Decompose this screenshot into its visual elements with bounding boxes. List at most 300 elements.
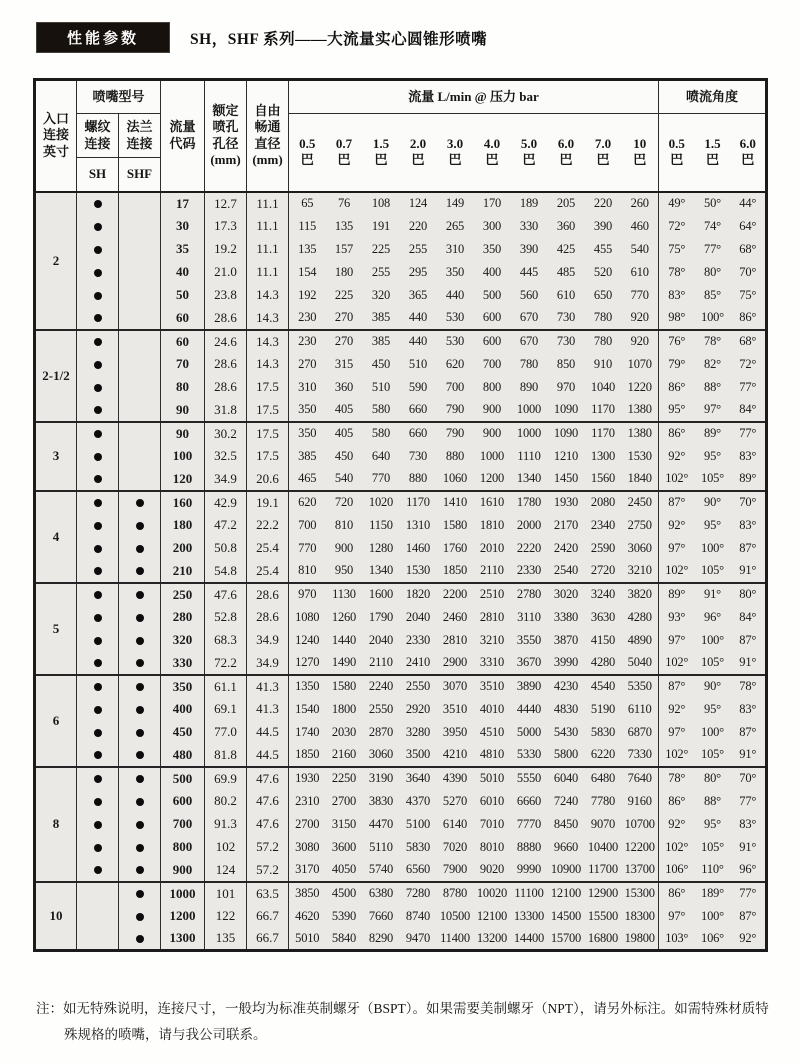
flow-value-cell: 2550 [400,675,437,698]
flow-value-cell: 5010 [474,767,511,790]
flow-value-cell: 6040 [548,767,585,790]
angle-value-cell: 85° [704,287,721,302]
flow-value-cell: 1810 [479,517,505,532]
flow-value-cell: 3990 [553,655,579,669]
angle-value-cell: 98° [668,310,686,324]
flow-code-cell: 30 [161,215,205,238]
angle-value-cell: 80° [695,767,731,790]
inlet-size-cell: 6 [35,675,77,767]
angle-value-cell: 100° [701,632,724,647]
free-passage-cell: 14.3 [247,330,289,353]
flow-value-cell: 600 [482,310,502,324]
flow-value-cell: 700 [482,356,502,371]
orifice-cell: 101 [205,882,247,905]
flow-value-cell: 1790 [368,609,394,624]
angle-value-cell: 77° [704,241,721,256]
flow-value-cell: 3060 [368,747,394,761]
flow-value-cell: 10700 [622,813,659,836]
flow-value-cell: 1170 [591,402,615,416]
shf-dot-cell [119,284,161,307]
shf-dot-cell [119,606,161,629]
table-row [35,583,767,606]
pressure-header: 7.0 巴 [594,135,612,168]
inlet-header: 入口 连接 英寸 [35,80,77,192]
shf-dot-cell [119,859,161,882]
free-passage-cell: 25.4 [247,537,289,560]
angle-value-cell: 84° [739,402,757,416]
angle-value-cell: 97° [668,724,686,739]
flow-value-cell: 2170 [553,517,579,532]
flow-value-cell: 5550 [511,767,548,790]
orifice-cell: 24.6 [205,330,247,353]
filled-dot-icon [94,314,102,322]
angle-value-cell: 75° [739,287,757,302]
flow-value-cell: 910 [593,356,613,371]
angle-value-cell: 89° [659,583,695,606]
filled-dot-icon [94,223,102,231]
shf-dot-cell [119,905,161,928]
flow-value-cell: 730 [556,310,576,324]
flow-code-cell: 330 [161,652,205,675]
footnote [36,996,778,1049]
orifice-cell: 12.7 [205,192,247,215]
free-passage-cell: 34.9 [247,652,289,675]
flow-value-cell: 270 [334,310,354,324]
flow-value-cell: 10020 [474,882,511,905]
angle-value-cell: 83° [739,816,757,831]
angle-value-cell: 95° [704,816,721,831]
angle-value-cell: 72° [668,218,686,233]
filled-dot-icon [94,200,102,208]
flow-value-cell: 15700 [550,930,582,945]
orifice-cell: 69.9 [205,767,247,790]
shf-dot-cell [119,307,161,330]
flow-value-cell: 1740 [295,724,320,739]
sh-dot-cell [77,698,119,721]
flow-code-cell: 160 [161,491,205,514]
flow-value-cell: 2900 [442,655,468,669]
flow-value-cell: 770 [622,284,659,307]
flow-value-cell: 157 [334,241,354,256]
flow-value-cell: 2590 [590,540,616,555]
flow-value-cell: 6140 [442,816,468,831]
table-row [35,330,767,353]
orifice-cell: 122 [205,905,247,928]
flow-value-cell: 850 [556,356,576,371]
flow-value-cell: 770 [298,540,317,555]
angle-value-cell: 91° [695,583,731,606]
angle-value-cell: 89° [695,422,731,445]
flow-value-cell: 7660 [368,908,394,923]
flow-value-cell: 970 [289,583,326,606]
flange-connection-header: 法兰 连接 [119,114,161,158]
flow-value-cell: 600 [474,330,511,353]
table-row [35,882,767,905]
flow-value-cell: 405 [326,422,363,445]
flow-value-cell: 400 [482,264,502,279]
flow-value-cell: 149 [445,196,465,210]
angle-value-cell: 70° [739,264,757,279]
shf-dot-cell [119,721,161,744]
table-row [35,790,767,813]
orifice-cell: 28.6 [205,376,247,399]
flow-value-cell: 1240 [295,632,320,647]
flow-value-cell: 2010 [479,540,505,555]
flow-value-cell: 6660 [516,793,542,808]
flow-value-cell: 620 [289,491,326,514]
filled-dot-icon [94,683,102,691]
shf-dot-cell [119,928,161,951]
flow-value-cell: 2870 [368,724,394,739]
angle-value-cell: 49° [668,196,686,210]
flow-value-cell: 2330 [516,563,542,577]
flow-value-cell: 12100 [476,908,508,923]
flow-value-cell: 2220 [516,540,542,555]
angle-value-cell: 64° [739,218,757,233]
section-tag: 性能参数 [36,22,170,53]
angle-value-cell: 90° [695,675,731,698]
flow-value-cell: 76 [337,196,351,210]
flow-value-cell: 730 [548,330,585,353]
flow-value-cell: 3950 [442,724,468,739]
flow-code-cell: 1300 [161,928,205,951]
flow-value-cell: 300 [482,218,502,233]
filled-dot-icon [94,775,102,783]
table-row [35,445,767,468]
flow-code-cell: 90 [161,399,205,422]
flow-value-cell: 7900 [442,862,468,876]
flow-value-cell: 3510 [474,675,511,698]
flow-value-cell: 13300 [513,908,545,923]
table-row [35,215,767,238]
flow-value-cell: 1840 [622,468,659,491]
angle-value-cell: 106° [701,930,724,945]
inlet-size-cell: 3 [35,422,77,491]
filled-dot-icon [136,683,144,691]
flow-value-cell: 2720 [590,563,616,577]
shf-header: SHF [119,158,161,192]
filled-dot-icon [136,775,144,783]
shf-dot-cell [119,813,161,836]
flow-value-cell: 9070 [590,816,616,831]
flow-code-cell: 60 [161,307,205,330]
angle-value-cell: 87° [659,491,695,514]
flow-value-cell: 425 [556,241,576,256]
flow-value-cell: 1080 [295,609,320,624]
flow-value-cell: 6010 [479,793,505,808]
table-row [35,652,767,675]
filled-dot-icon [94,659,102,667]
orifice-cell: 91.3 [205,813,247,836]
free-passage-header: 自由 畅通 直径 (mm) [247,80,289,192]
shf-dot-cell [119,836,161,859]
flow-value-cell: 1000 [479,448,505,463]
flow-value-cell: 3890 [511,675,548,698]
flow-code-cell: 800 [161,836,205,859]
flow-value-cell: 440 [445,287,465,302]
orifice-cell: 32.5 [205,445,247,468]
table-row [35,376,767,399]
angle-pressure-header: 1.5 巴 [704,135,721,168]
flow-value-cell: 3550 [516,632,542,647]
flow-value-cell: 3210 [622,560,659,583]
flow-value-cell: 14500 [550,908,582,923]
flow-code-cell: 50 [161,284,205,307]
flow-code-cell: 180 [161,514,205,537]
pressure-header: 4.0 巴 [483,135,501,168]
angle-value-cell: 103° [665,930,689,945]
flow-value-cell: 5800 [553,747,579,761]
angle-value-cell: 189° [695,882,731,905]
flow-value-cell: 3170 [295,862,320,876]
flow-code-cell: 35 [161,238,205,261]
flow-value-cell: 1820 [400,583,437,606]
flow-value-cell: 3020 [548,583,585,606]
flow-value-cell: 485 [556,264,576,279]
orifice-cell: 21.0 [205,261,247,284]
orifice-cell: 28.6 [205,307,247,330]
flow-value-cell: 390 [519,241,539,256]
sh-dot-cell [77,882,119,905]
angle-value-cell: 105° [701,747,724,761]
flow-value-cell: 8740 [405,908,431,923]
flow-code-cell: 480 [161,744,205,767]
table-row [35,192,767,215]
flow-value-cell: 295 [408,264,428,279]
shf-dot-cell [119,422,161,445]
flow-value-cell: 1410 [437,491,474,514]
filled-dot-icon [136,499,144,507]
flow-value-cell: 810 [298,563,317,577]
filled-dot-icon [136,844,144,852]
angle-value-cell: 100° [701,724,724,739]
flow-value-cell: 6480 [585,767,622,790]
flow-value-cell: 1060 [442,471,468,485]
angle-value-cell: 102° [665,655,689,669]
shf-dot-cell [119,192,161,215]
filled-dot-icon [94,499,102,507]
flow-value-cell: 360 [556,218,576,233]
angle-value-cell: 105° [701,471,724,485]
flow-value-cell: 1090 [548,422,585,445]
flow-value-cell: 8880 [516,839,542,854]
flow-value-cell: 385 [298,448,317,463]
free-passage-cell: 66.7 [247,905,289,928]
angle-value-cell: 87° [659,675,695,698]
flow-value-cell: 510 [408,356,428,371]
shf-dot-cell [119,652,161,675]
flow-value-cell: 3640 [400,767,437,790]
flow-value-cell: 450 [371,356,391,371]
angle-value-cell: 95° [704,448,721,463]
flow-value-cell: 770 [371,471,391,485]
flow-value-cell: 2240 [363,675,400,698]
orifice-cell: 19.2 [205,238,247,261]
angle-value-cell: 91° [739,655,757,669]
flow-value-cell: 2450 [622,491,659,514]
sh-dot-cell [77,583,119,606]
angle-value-cell: 92° [739,930,757,945]
free-passage-cell: 57.2 [247,859,289,882]
shf-dot-cell [119,353,161,376]
flow-value-cell: 780 [593,310,613,324]
flow-value-cell: 1020 [363,491,400,514]
flow-value-cell: 700 [445,379,465,394]
sh-dot-cell [77,537,119,560]
angle-value-cell: 110° [701,862,724,876]
flow-value-cell: 1530 [622,445,659,468]
flow-value-cell: 1340 [368,563,394,577]
filled-dot-icon [94,269,102,277]
flow-value-cell: 7020 [442,839,468,854]
flow-value-cell: 580 [363,422,400,445]
flow-value-cell: 4010 [479,701,505,716]
flow-code-cell: 900 [161,859,205,882]
flow-value-cell: 350 [289,422,326,445]
angle-value-cell: 92° [668,816,686,831]
angle-value-cell: 80° [704,264,721,279]
flow-value-cell: 7780 [590,793,616,808]
flow-value-cell: 500 [482,287,502,302]
table-row [35,928,767,951]
flow-value-cell: 3210 [479,632,505,647]
angle-value-cell: 72° [739,356,757,371]
table-row [35,698,767,721]
thread-connection-header: 螺纹 连接 [77,114,119,158]
free-passage-cell: 14.3 [247,353,289,376]
filled-dot-icon [136,637,144,645]
shf-dot-cell [119,744,161,767]
flow-value-cell: 1760 [442,540,468,555]
filled-dot-icon [94,706,102,714]
angle-value-cell: 88° [704,379,721,394]
free-passage-cell: 44.5 [247,721,289,744]
flow-value-cell: 4470 [368,816,394,831]
flow-value-cell: 2000 [516,517,542,532]
table-row [35,468,767,491]
orifice-cell: 102 [205,836,247,859]
flow-value-cell: 1580 [442,517,468,532]
filled-dot-icon [94,591,102,599]
sh-dot-cell [77,491,119,514]
angle-value-cell: 97° [704,402,721,416]
filled-dot-icon [136,659,144,667]
flow-value-cell: 2550 [368,701,394,716]
flow-value-cell: 465 [298,471,317,485]
orifice-cell: 28.6 [205,353,247,376]
flow-value-cell: 16800 [587,930,619,945]
angle-value-cell: 100° [701,310,724,324]
flow-value-cell: 1560 [590,471,616,485]
flow-value-cell: 9470 [405,930,431,945]
free-passage-cell: 28.6 [247,606,289,629]
flow-value-cell: 18300 [622,905,659,928]
table-row [35,905,767,928]
flow-value-cell: 2030 [331,724,357,739]
flow-value-cell: 255 [408,241,428,256]
orifice-cell: 30.2 [205,422,247,445]
flow-value-cell: 2540 [553,563,579,577]
filled-dot-icon [94,338,102,346]
angle-value-cell: 83° [668,287,686,302]
flow-value-cell: 540 [622,238,659,261]
orifice-cell: 81.8 [205,744,247,767]
free-passage-cell: 11.1 [247,215,289,238]
flow-value-cell: 1490 [331,655,357,669]
sh-dot-cell [77,353,119,376]
angle-value-cell: 105° [701,563,724,577]
flow-value-cell: 4390 [437,767,474,790]
flow-value-cell: 5000 [516,724,542,739]
flow-value-cell: 12100 [548,882,585,905]
angle-value-cell: 68° [739,241,757,256]
flow-code-cell: 320 [161,629,205,652]
filled-dot-icon [136,751,144,759]
angle-value-cell: 78° [668,264,686,279]
flow-value-cell: 5740 [368,862,394,876]
sh-dot-cell [77,422,119,445]
pressure-header: 0.7 巴 [335,135,353,168]
flow-value-cell: 1220 [622,376,659,399]
flow-value-cell: 920 [622,330,659,353]
angle-value-cell: 77° [739,793,757,808]
flow-value-cell: 3510 [442,701,468,716]
angle-pressure-header: 6.0 巴 [739,135,756,168]
filled-dot-icon [136,614,144,622]
flow-title-header: 流量 L/min @ 压力 bar [289,80,659,114]
flow-value-cell: 180 [334,264,354,279]
flow-value-cell: 590 [408,379,428,394]
shf-dot-cell [119,215,161,238]
angle-value-cell: 102° [665,471,689,485]
sh-dot-cell [77,192,119,215]
sh-dot-cell [77,652,119,675]
orifice-cell: 47.6 [205,583,247,606]
flow-value-cell: 3600 [331,839,357,854]
angle-value-cell: 100° [701,908,724,923]
flow-value-cell: 255 [371,264,391,279]
filled-dot-icon [94,292,102,300]
orifice-cell: 69.1 [205,698,247,721]
orifice-cell: 135 [205,928,247,951]
sh-dot-cell [77,215,119,238]
angle-value-cell: 105° [701,655,724,669]
filled-dot-icon [94,475,102,483]
angle-value-cell: 92° [668,448,686,463]
pressure-header: 2.0 巴 [409,135,427,168]
flow-code-cell: 700 [161,813,205,836]
sh-dot-cell [77,790,119,813]
flow-value-cell: 1540 [295,701,320,716]
flow-value-cell: 2040 [368,632,394,647]
angle-value-cell: 102° [665,839,689,854]
flow-value-cell: 10900 [550,862,582,876]
flow-value-cell: 5830 [590,724,616,739]
shf-dot-cell [119,468,161,491]
flow-value-cell: 2410 [405,655,431,669]
flow-value-cell: 310 [298,379,317,394]
free-passage-cell: 17.5 [247,399,289,422]
table-row [35,859,767,882]
flow-value-cell: 2080 [585,491,622,514]
page-title: SH，SHF 系列——大流量实心圆锥形喷嘴 [190,30,488,48]
angle-value-cell: 105° [701,839,724,854]
flow-value-cell: 5390 [331,908,357,923]
free-passage-cell: 11.1 [247,192,289,215]
flow-value-cell: 270 [298,356,317,371]
flow-value-cell: 12200 [622,836,659,859]
flow-value-cell: 4050 [331,862,357,876]
